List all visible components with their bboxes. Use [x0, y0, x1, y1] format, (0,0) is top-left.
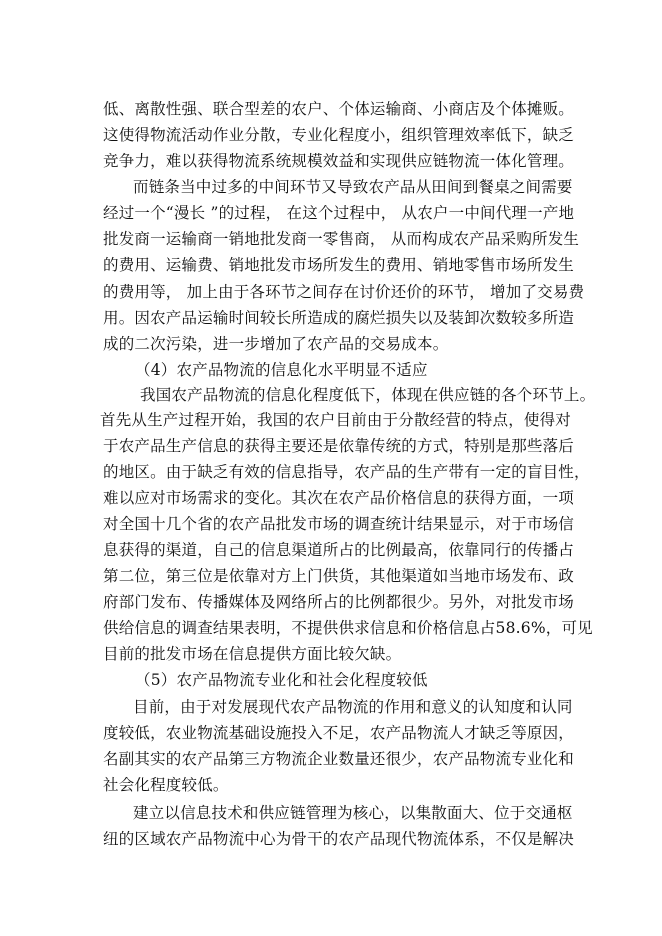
section-heading: （5）农产品物流专业化和社会化程度较低: [135, 671, 428, 689]
text-line: 第二位，第三位是依靠对方上门供货，其他渠道如当地市场发布、政: [103, 567, 575, 585]
text-line: 难以应对市场需求的变化。其次在农产品价格信息的获得方面，一项: [103, 489, 575, 507]
text-line: 首先从生产过程开始，我国的农户目前由于分散经营的特点，使得对: [100, 411, 572, 429]
text-line: 纽的区域农产品物流中心为骨干的农产品现代物流体系，不仅是解决: [103, 830, 575, 848]
text-line: 的费用等， 加上由于各环节之间存在讨价还价的环节， 增加了交易费: [103, 283, 585, 301]
text-line: 于农产品生产信息的获得主要还是依靠传统的方式，特别是那些落后: [103, 437, 575, 455]
paragraph-start-line: 目前，由于对发展现代农产品物流的作用和意义的认知度和认同: [133, 698, 573, 716]
text-line: 成的二次污染，进一步增加了农产品的交易成本。: [103, 335, 449, 353]
text-line: 的地区。由于缺乏有效的信息指导，农产品的生产带有一定的盲目性，: [103, 463, 590, 481]
text-line: 对全国十几个省的农产品批发市场的调查统计结果显示，对于市场信: [103, 515, 575, 533]
text-line: 供给信息的调查结果表明，不提供供求信息和价格信息占58.6%，可见: [103, 619, 593, 637]
text-line: 用。因农产品运输时间较长所造成的腐烂损失以及装卸次数较多所造: [103, 309, 575, 327]
paragraph-start-line: 而链条当中过多的中间环节又导致农产品从田间到餐桌之间需要: [133, 178, 573, 196]
text-line: 批发商一运输商一销地批发商一零售商， 从而构成农产品采购所发生: [103, 230, 580, 248]
text-line: 府部门发布、传播媒体及网络所占的比例都很少。另外，对批发市场: [103, 593, 575, 611]
text-line: 目前的批发市场在信息提供方面比较欠缺。: [103, 645, 402, 663]
paragraph-start-line: 我国农产品物流的信息化程度低下，体现在供应链的各个环节上。: [140, 386, 596, 404]
text-line: 社会化程度较低。: [103, 776, 229, 794]
text-line: 的费用、运输费、销地批发市场所发生的费用、销地零售市场所发生: [103, 256, 575, 274]
text-line: 这使得物流活动作业分散，专业化程度小，组织管理效率低下，缺乏: [103, 126, 575, 144]
text-line: 息获得的渠道，自己的信息渠道所占的比例最高，依靠同行的传播占: [103, 541, 575, 559]
paragraph-start-line: 建立以信息技术和供应链管理为核心，以集散面大、位于交通枢: [133, 804, 573, 822]
section-heading: （4）农产品物流的信息化水平明显不适应: [135, 361, 428, 379]
text-line: 经过一个“漫长 ”的过程， 在这个过程中， 从农户一中间代理一产地: [103, 204, 575, 222]
text-line: 低、离散性强、联合型差的农户、个体运输商、小商店及个体摊贩。: [103, 100, 575, 118]
text-line: 度较低，农业物流基础设施投入不足，农产品物流人才缺乏等原因，: [103, 724, 575, 742]
text-line: 竞争力，难以获得物流系统规模效益和实现供应链物流一体化管理。: [103, 152, 575, 170]
text-line: 名副其实的农产品第三方物流企业数量还很少，农产品物流专业化和: [103, 750, 575, 768]
